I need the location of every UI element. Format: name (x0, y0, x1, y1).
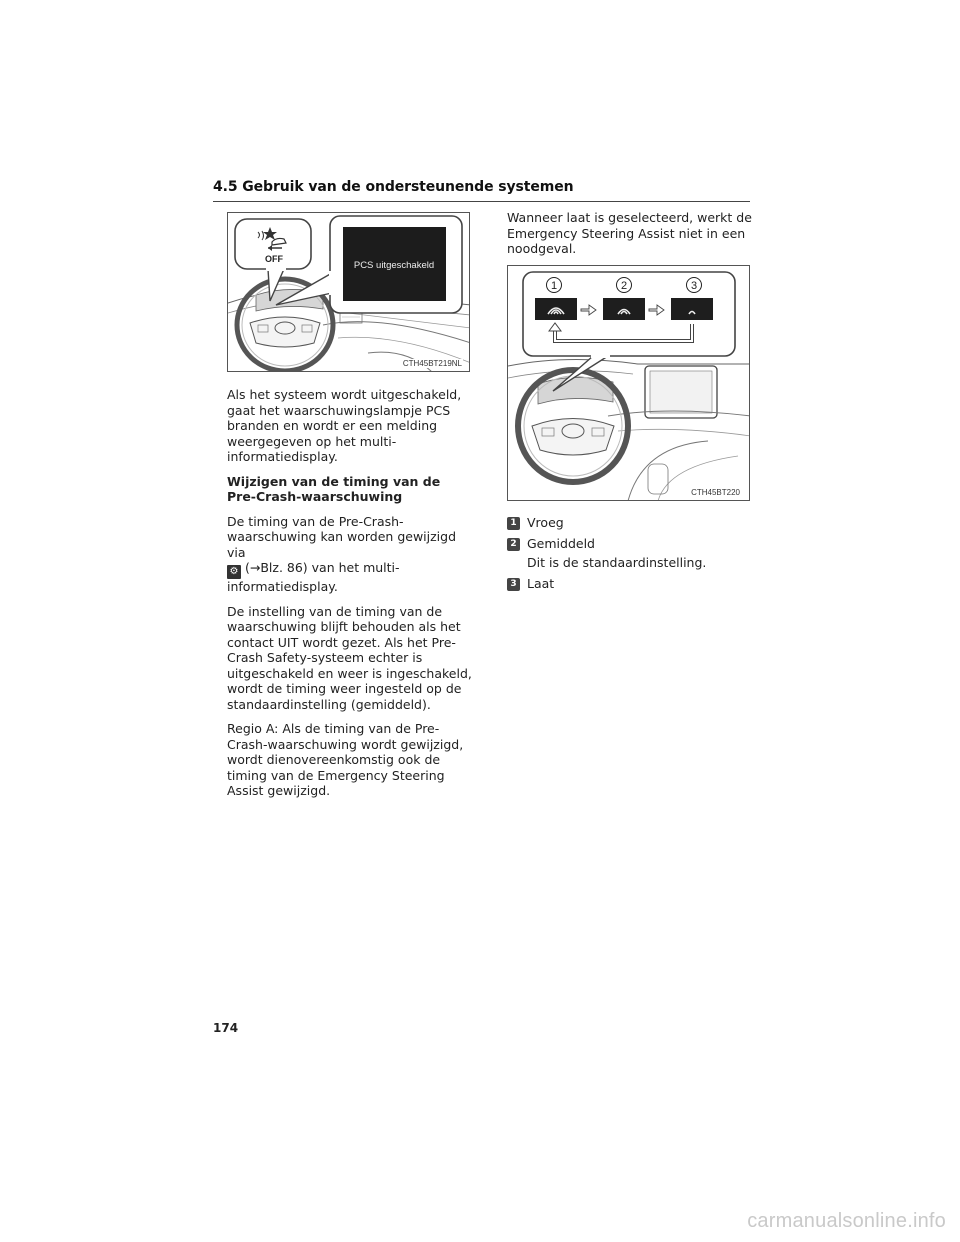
svg-text:1: 1 (550, 279, 558, 292)
subsection-heading: Wijzigen van de timing van de Pre-Crash-waarschuwing (227, 473, 441, 504)
off-label: OFF (265, 254, 283, 264)
paragraph-timing-change-part1: De timing van de Pre-Crash-waarschuwing kan worden gewijzigd via (227, 513, 457, 560)
svg-text:3: 3 (690, 279, 698, 292)
figure-code: CTH45BT220 (691, 487, 740, 497)
timing-screen-late (671, 298, 713, 320)
number-badge: 2 (507, 538, 520, 551)
option-number-2 (617, 277, 632, 292)
paragraph-timing-change-part2: (→Blz. 86) van het multi-informatiedisplay. (227, 560, 400, 594)
right-column (507, 210, 752, 597)
paragraph-timing-change (227, 514, 472, 595)
paragraph-system-off: Als het systeem wordt uitgeschakeld, gaat het waarschuwingslampje PCS branden en wordt er een melding weergegeven op het multi-informatiedisplay. (227, 387, 462, 464)
gear-icon: ⚙ (227, 565, 241, 579)
section-header (213, 178, 750, 202)
left-column (227, 212, 472, 808)
timing-screen-medium (603, 298, 645, 320)
number-badge: 3 (507, 578, 520, 591)
list-item-label: Vroeg (527, 514, 564, 530)
timing-diagram (508, 266, 750, 501)
figure-code: CTH45BT219NL (402, 359, 462, 368)
option-number-3 (687, 277, 702, 292)
number-badge: 1 (507, 517, 520, 530)
list-item-early (507, 515, 752, 531)
timing-screen-early (535, 298, 577, 320)
dashboard-illustration (228, 213, 470, 372)
watermark: carmanualsonline.info (747, 1210, 946, 1232)
list-item-medium (507, 536, 752, 571)
option-number-1 (547, 277, 562, 292)
paragraph-late-selected: Wanneer laat is geselecteerd, werkt de Emergency Steering Assist niet in een noodgeval. (507, 210, 752, 256)
list-item-late (507, 576, 752, 592)
list-item-note: Dit is de standaardinstelling. (527, 554, 707, 570)
svg-text:2: 2 (620, 279, 628, 292)
paragraph-timing-retained: De instelling van de timing van de waarschuwing blijft behouden als het contact UIT wordt gezet. Als het Pre-Crash Safety-systeem echter is uitgeschakeld en weer is ingeschakeld, wordt de timing weer ingesteld op de standaardinstelling (gemiddeld). (227, 603, 472, 712)
pcs-off-illustration (227, 212, 470, 372)
list-item-label: Gemiddeld (527, 535, 595, 551)
section-title: 4.5 Gebruik van de ondersteunende systemen (213, 179, 574, 195)
list-item-label: Laat (527, 575, 555, 591)
display-message: PCS uitgeschakeld (353, 260, 435, 271)
warning-timing-illustration (507, 265, 750, 501)
paragraph-region-a: Regio A: Als de timing van de Pre-Crash-waarschuwing wordt gewijzigd, wordt dienovereenkomstig ook de timing van de Emergency Steering Assist gewijzigd. (227, 721, 464, 798)
page-number: 174 (213, 1021, 239, 1035)
